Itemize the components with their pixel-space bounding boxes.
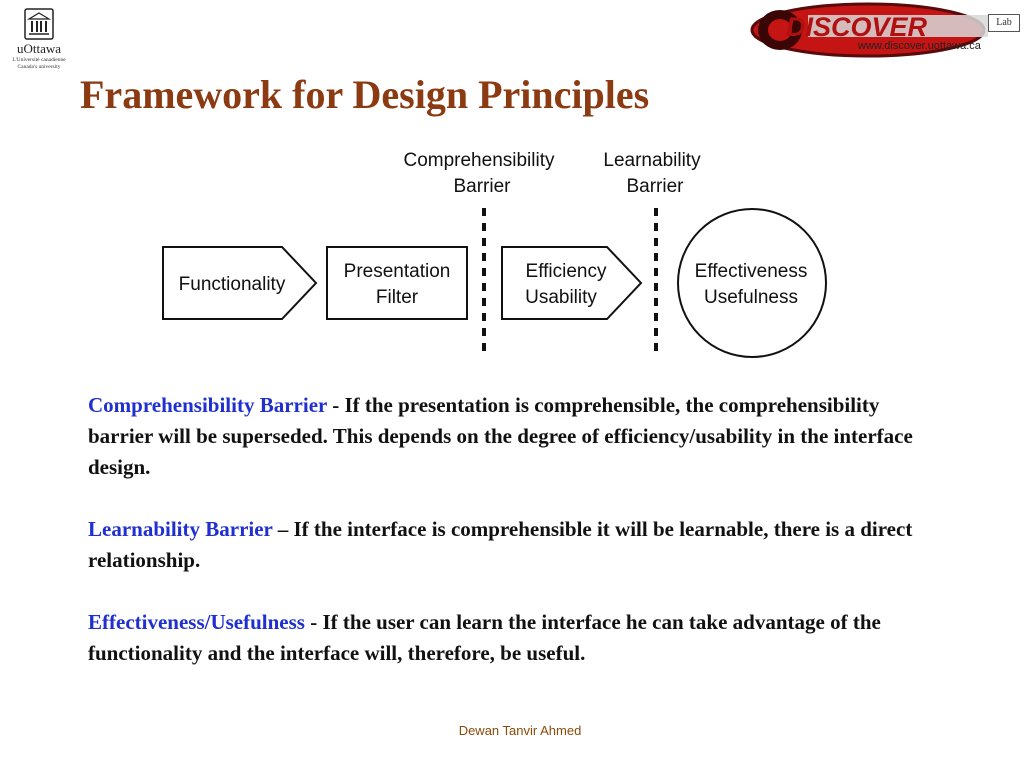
uottawa-tagline-fr: L'Université canadienne — [12, 57, 66, 63]
footer-author: Dewan Tanvir Ahmed — [458, 723, 582, 738]
paragraph-text: - If the presentation is comprehensible, the comprehensibility barrier will be superseded. This depends on the degree of efficiency/usability in the interface design. — [88, 393, 913, 479]
term-comprehensibility-barrier: Comprehensibility Barrier — [88, 393, 327, 417]
term-effectiveness-usefulness: Effectiveness/Usefulness — [88, 610, 305, 634]
lab-badge: Lab — [988, 14, 1020, 32]
functionality-label: Functionality — [178, 274, 286, 295]
effectiveness-usefulness-circle — [678, 209, 826, 357]
uottawa-tagline-en: Canada's university — [17, 64, 61, 70]
paragraph-text: - If the user can learn the interface he can take advantage of the functionality and the interface will, therefore, be useful. — [88, 610, 881, 665]
barrier-1-label-line-2: Barrier — [453, 176, 511, 197]
barrier-2-label-line-2: Barrier — [626, 176, 684, 197]
paragraph-text: – If the interface is comprehensible it will be learnable, there is a direct relationship. — [88, 517, 913, 572]
discover-url: www.discover.uottawa.ca — [858, 40, 981, 52]
slide-body — [88, 390, 948, 700]
slide-title: Framework for Design Principles — [80, 72, 650, 117]
barrier-2-label-line-1: Learnability — [603, 150, 701, 171]
presentation-filter-label-line-2: Filter — [375, 287, 419, 308]
efficiency-usability-label-line-1: Efficiency — [525, 261, 607, 282]
efficiency-usability-arrow-box — [502, 247, 641, 319]
paragraph-comprehensibility — [88, 390, 948, 483]
efficiency-usability-label-line-2: Usability — [525, 287, 597, 308]
paragraph-learnability — [88, 514, 948, 576]
barrier-1-label-line-1: Comprehensibility — [403, 150, 555, 171]
framework-diagram — [0, 0, 1024, 380]
presentation-filter-label-line-1: Presentation — [343, 261, 451, 282]
presentation-filter-box — [327, 247, 467, 319]
term-learnability-barrier: Learnability Barrier — [88, 517, 273, 541]
uottawa-wordmark: uOttawa — [16, 41, 62, 56]
paragraph-effectiveness — [88, 607, 948, 669]
effectiveness-usefulness-label-line-1: Effectiveness — [694, 261, 808, 282]
effectiveness-usefulness-label-line-2: Usefulness — [704, 287, 798, 308]
discover-wordmark: DISCOVER — [786, 12, 928, 42]
